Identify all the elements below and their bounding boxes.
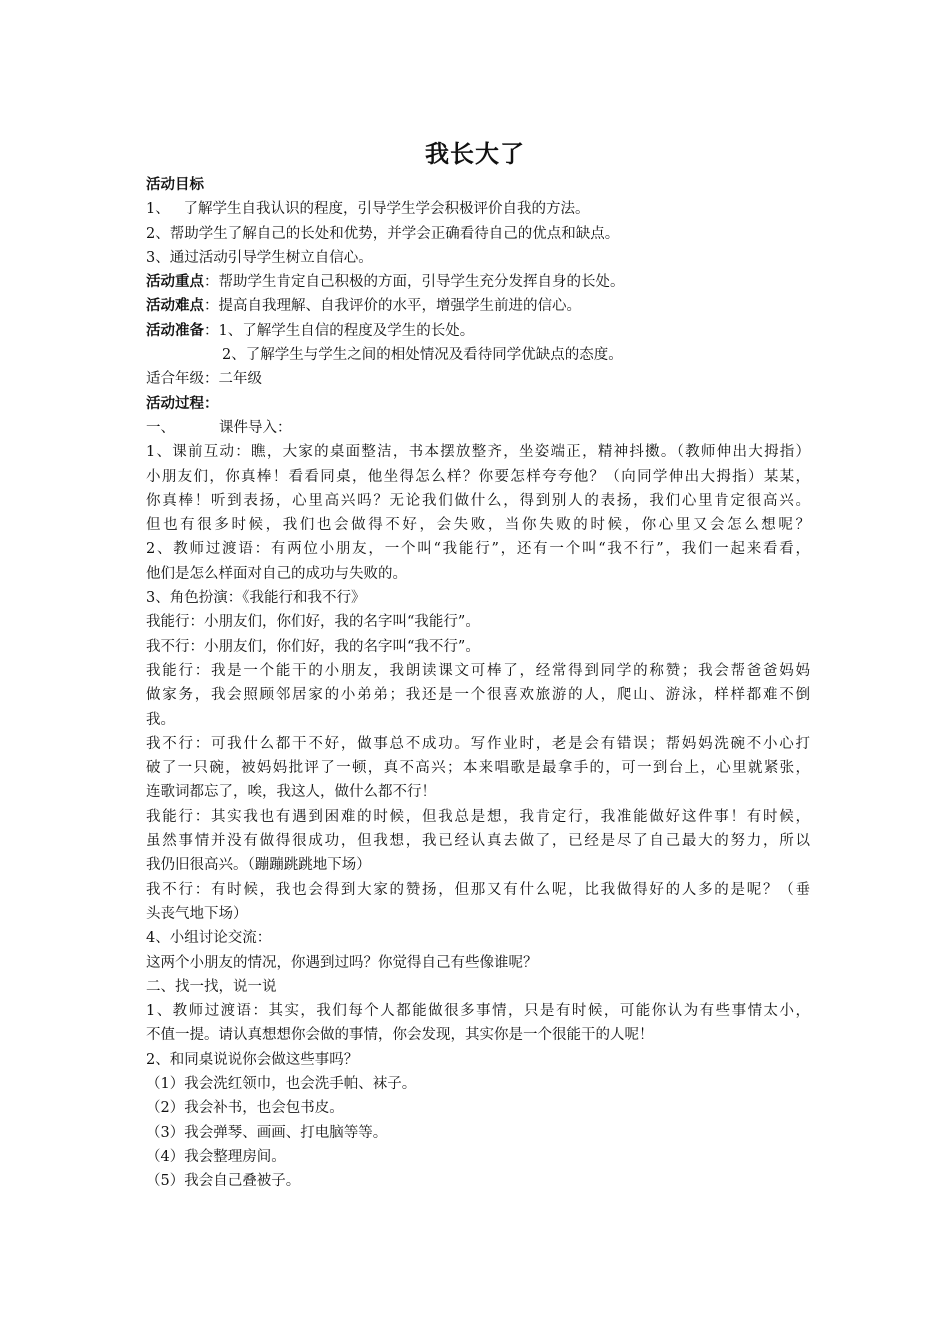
section1-title: 课件导入： — [219, 419, 292, 436]
grade-line: 适合年级：二年级 — [146, 371, 262, 388]
paragraph-line: 小朋友们，你真棒！看看同桌，他坐得怎么样？你要怎样夸夸他？（向同学伸出大拇指）某某， — [146, 468, 810, 485]
goal-item: 3、通过活动引导学生树立自信心。 — [146, 249, 373, 266]
focus-text: ：帮助学生肯定自己积极的方面，引导学生充分发挥自身的长处。 — [204, 274, 625, 291]
section2-heading: 二、找一找，说一说 — [146, 978, 277, 995]
paragraph-line: 4、小组讨论交流： — [146, 930, 272, 947]
section2-body — [146, 999, 810, 1193]
prep-text-2: 2、了解学生与学生之间的相处情况及看待同学优缺点的态度。 — [222, 347, 623, 364]
paragraph-line: 不值一提。请认真想想你会做的事情，你会发现，其实你是一个很能干的人呢！ — [146, 1027, 654, 1044]
paragraph-line: （1）我会洗红领巾，也会洗手帕、袜子。 — [146, 1075, 417, 1092]
paragraph-line: 我不行：小朋友们，你们好，我的名字叫“我不行”。 — [146, 638, 480, 655]
paragraph-line: 我不行：可我什么都干不好，做事总不成功。写作业时，老是会有错误；帮妈妈洗碗不小心打 — [146, 735, 810, 752]
paragraph-line: 但也有很多时候，我们也会做得不好，会失败，当你失败的时候，你心里又会怎么想呢？ — [146, 517, 810, 534]
document-body — [146, 173, 810, 1193]
paragraph-line: 他们是怎么样面对自己的成功与失败的。 — [146, 565, 407, 582]
process-heading: 活动过程： — [146, 395, 219, 412]
focus-line — [146, 270, 810, 294]
paragraph-line: 1、教师过渡语：其实，我们每个人都能做很多事情，只是有时候，可能你认为有些事情太小， — [146, 1003, 810, 1020]
prep-line — [146, 319, 810, 343]
paragraph-line: 1、课前互动：瞧，大家的桌面整洁，书本摆放整齐，坐姿端正，精神抖擞。（教师伸出大拇指） — [146, 444, 810, 461]
paragraph-line: 这两个小朋友的情况，你遇到过吗？你觉得自己有些像谁呢？ — [146, 954, 538, 971]
paragraph-line: （4）我会整理房间。 — [146, 1148, 286, 1165]
section1-number: 一、 — [146, 419, 175, 436]
paragraph-line: 我不行：有时候，我也会得到大家的赞扬，但那又有什么呢，比我做得好的人多的是呢？（垂 — [146, 881, 810, 898]
paragraph-line: 虽然事情并没有做得很成功，但我想，我已经认真去做了，已经是尽了自己最大的努力，所以 — [146, 833, 810, 850]
paragraph-line: 破了一只碗，被妈妈批评了一顿，真不高兴；本来唱歌是最拿手的，可一到台上，心里就紧张， — [146, 760, 810, 777]
paragraph-line: 2、教师过渡语：有两位小朋友，一个叫“我能行”，还有一个叫“我不行”，我们一起来看看， — [146, 541, 810, 558]
paragraph-line: 我能行：小朋友们，你们好，我的名字叫“我能行”。 — [146, 614, 480, 631]
paragraph-line: 我仍旧很高兴。（蹦蹦跳跳地下场） — [146, 857, 371, 874]
paragraph-line: 我。 — [146, 711, 175, 728]
paragraph-line: 3、角色扮演：《我能行和我不行》 — [146, 590, 366, 607]
paragraph-line: 你真棒！听到表扬，心里高兴吗？无论我们做什么，得到别人的表扬，我们心里肯定很高兴。 — [146, 492, 810, 509]
focus-label: 活动重点 — [146, 274, 204, 291]
difficulty-line — [146, 294, 810, 318]
prep-text-1: ：1、了解学生自信的程度及学生的长处。 — [204, 322, 475, 339]
document-title: 我长大了 — [425, 140, 525, 168]
paragraph-line: 我能行：我是一个能干的小朋友，我朗读课文可棒了，经常得到同学的称赞；我会帮爸爸妈妈 — [146, 662, 810, 679]
paragraph-line: （5）我会自己叠被子。 — [146, 1173, 301, 1190]
paragraph-line: （2）我会补书，也会包书皮。 — [146, 1100, 344, 1117]
paragraph-line: 连歌词都忘了，唉，我这人，做什么都不行！ — [146, 784, 436, 801]
paragraph-line: 2、和同桌说说你会做这些事吗？ — [146, 1051, 359, 1068]
goals-heading: 活动目标 — [146, 177, 204, 193]
paragraph-line: 头丧气地下场） — [146, 905, 248, 922]
section1-body — [146, 440, 810, 975]
section1-heading — [146, 416, 810, 440]
paragraph-line: （3）我会弹琴、画画、打电脑等等。 — [146, 1124, 388, 1141]
difficulty-label: 活动难点 — [146, 298, 204, 315]
paragraph-line: 做家务，我会照顾邻居家的小弟弟；我还是一个很喜欢旅游的人，爬山、游泳，样样都难不倒 — [146, 687, 810, 704]
goal-item: 1、 了解学生自我认识的程度，引导学生学会积极评价自我的方法。 — [146, 201, 590, 218]
prep-label: 活动准备 — [146, 322, 204, 339]
paragraph-line: 我能行：其实我也有遇到困难的时候，但我总是想，我肯定行，我准能做好这件事！有时候， — [146, 808, 810, 825]
goal-item: 2、帮助学生了解自己的长处和优势，并学会正确看待自己的优点和缺点。 — [146, 225, 620, 242]
difficulty-text: ：提高自我理解、自我评价的水平，增强学生前进的信心。 — [204, 298, 581, 315]
